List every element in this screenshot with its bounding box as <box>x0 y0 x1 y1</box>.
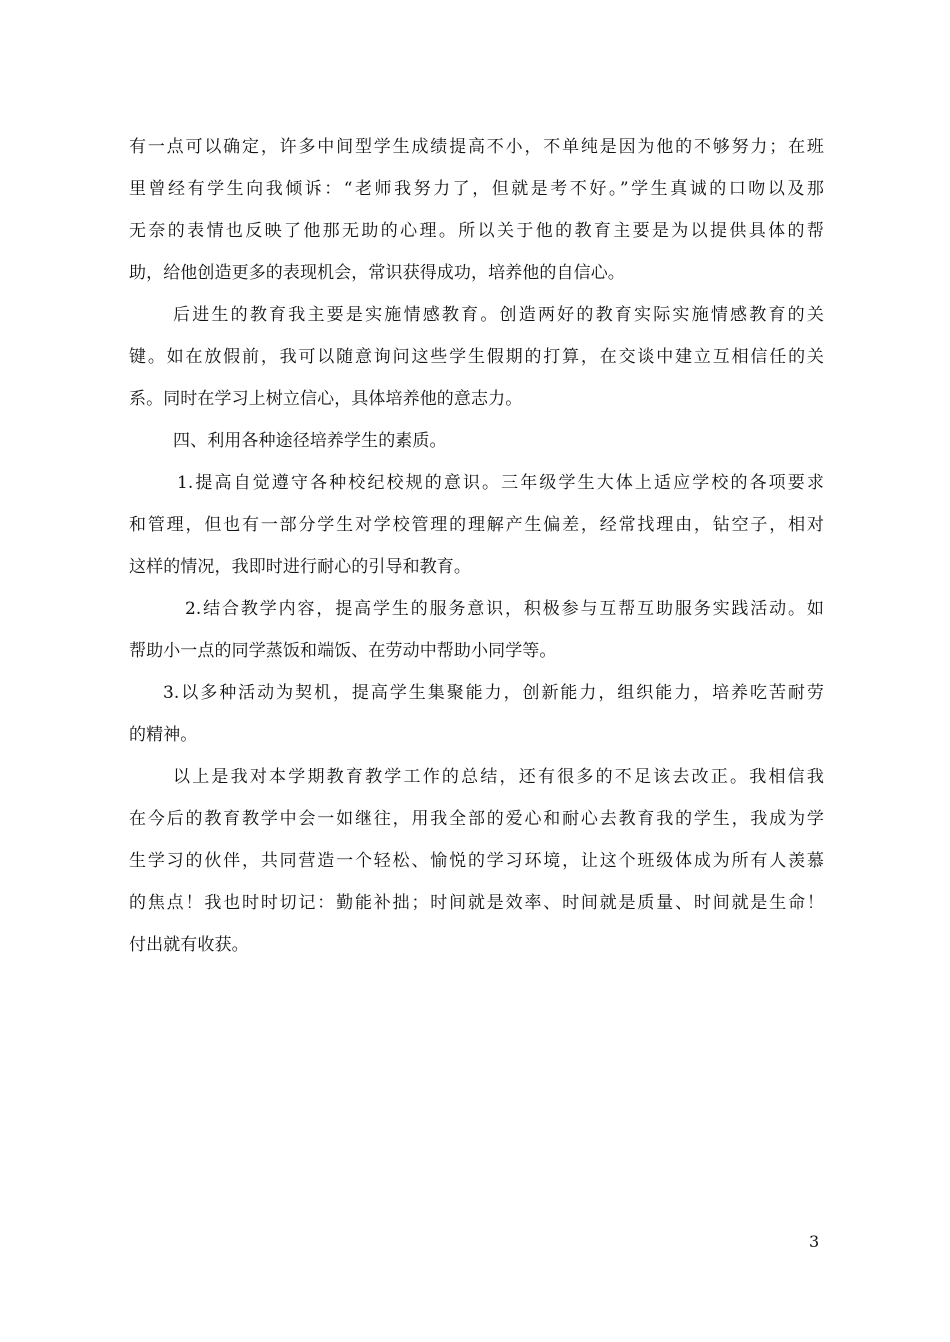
text-line: 的焦点！我也时时切记：勤能补拙；时间就是效率、时间就是质量、时间就是生命！ <box>129 893 824 913</box>
section-heading <box>129 420 824 462</box>
list-item-1 <box>129 462 824 588</box>
text-line: 里曾经有学生向我倾诉：“老师我努力了，但就是考不好。”学生真诚的口吻以及那 <box>129 179 824 199</box>
text-line: 1.提高自觉遵守各种校纪校规的意识。三年级学生大体上适应学校的各项要求 <box>177 473 824 493</box>
paragraph-struggling-students <box>129 294 824 420</box>
text-line: 帮助小一点的同学蒸饭和端饭、在劳动中帮助小同学等。 <box>129 641 557 661</box>
text-line: 以上是我对本学期教育教学工作的总结，还有很多的不足该去改正。我相信我 <box>173 767 824 787</box>
text-line: 无奈的表情也反映了他那无助的心理。所以关于他的教育主要是为以提供具体的帮 <box>129 221 824 241</box>
paragraph-middle-students <box>129 126 824 294</box>
page-number: 3 <box>809 1232 820 1251</box>
text-line: 助，给他创造更多的表现机会，常识获得成功，培养他的自信心。 <box>129 263 625 283</box>
text-line: 有一点可以确定，许多中间型学生成绩提高不小，不单纯是因为他的不够努力；在班 <box>129 137 824 157</box>
text-line: 生学习的伙伴，共同营造一个轻松、愉悦的学习环境，让这个班级体成为所有人羡慕 <box>129 851 824 871</box>
text-line: 和管理，但也有一部分学生对学校管理的理解产生偏差，经常找理由，钻空子，相对 <box>129 515 824 535</box>
text-line: 这样的情况，我即时进行耐心的引导和教育。 <box>129 557 471 577</box>
text-line: 的精神。 <box>129 725 198 745</box>
list-item-3 <box>129 672 824 756</box>
text-line: 付出就有收获。 <box>129 935 249 955</box>
text-line: 在今后的教育教学中会一如继往，用我全部的爱心和耐心去教育我的学生，我成为学 <box>129 809 824 829</box>
list-item-2 <box>129 588 824 672</box>
text-line: 后进生的教育我主要是实施情感教育。创造两好的教育实际实施情感教育的关 <box>173 305 824 325</box>
text-line: 系。同时在学习上树立信心，具体培养他的意志力。 <box>129 389 523 409</box>
paragraph-conclusion <box>129 756 824 966</box>
text-line: 3.以多种活动为契机，提高学生集聚能力，创新能力，组织能力，培养吃苦耐劳 <box>163 683 824 703</box>
text-line: 键。如在放假前，我可以随意询问这些学生假期的打算，在交谈中建立互相信任的关 <box>129 347 824 367</box>
text-line: 四、利用各种途径培养学生的素质。 <box>173 431 447 451</box>
body-text <box>129 126 824 966</box>
text-line: 2.结合教学内容，提高学生的服务意识，积极参与互帮互助服务实践活动。如 <box>185 599 824 619</box>
